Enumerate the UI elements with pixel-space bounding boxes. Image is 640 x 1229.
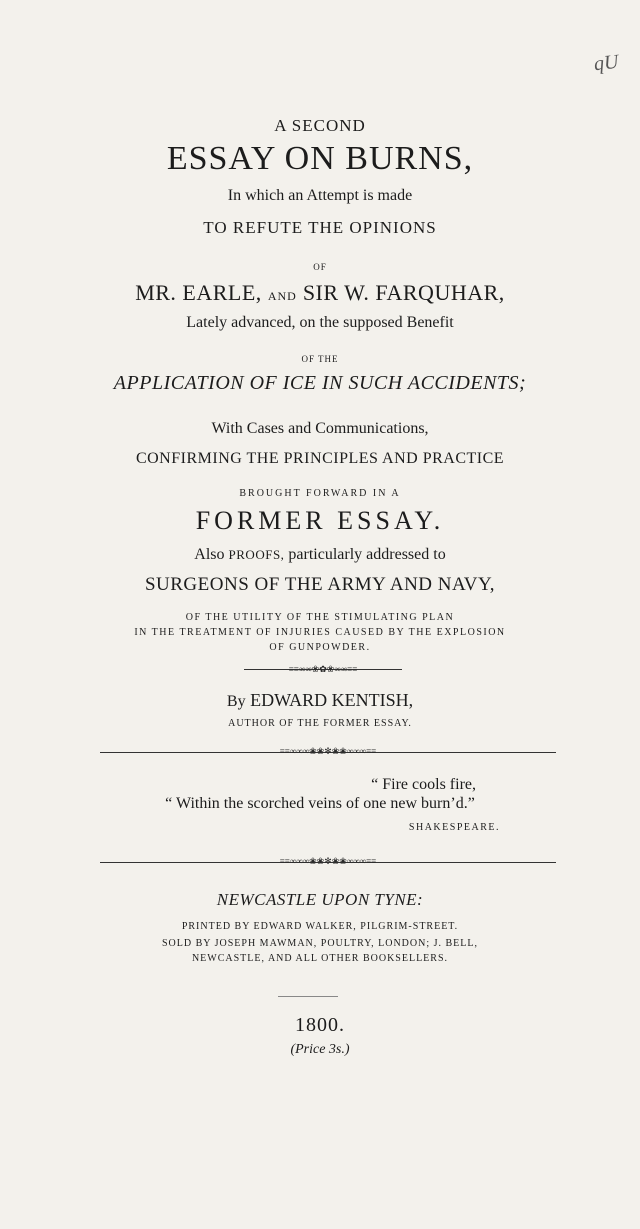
of-the-line: OF THE — [301, 354, 339, 364]
surgeons-line: SURGEONS OF THE ARMY AND NAVY, — [144, 574, 496, 595]
publication-year: 1800. — [295, 1014, 345, 1036]
edition-line: A SECOND — [274, 116, 366, 135]
imprint-place: NEWCASTLE UPON TYNE: — [216, 890, 424, 909]
author-line — [0, 690, 640, 711]
proofs-line — [0, 546, 640, 564]
main-title: ESSAY ON BURNS, — [166, 140, 474, 177]
utility-line-1: OF THE UTILITY OF THE STIMULATING PLAN — [185, 612, 455, 623]
imprint-sold-line-1: SOLD BY JOSEPH MAWMAN, POULTRY, LONDON; J. BELL, — [161, 938, 479, 949]
quote-line-1: “ Fire cools fire, — [371, 776, 476, 793]
short-rule — [278, 996, 338, 997]
utility-line-2: IN THE TREATMENT OF INJURIES CAUSED BY THE EXPLOSION — [134, 627, 506, 638]
by-word: By — [226, 693, 246, 710]
author-name: EDWARD KENTISH, — [250, 690, 414, 710]
brought-line: BROUGHT FORWARD IN A — [239, 488, 401, 499]
ornament-divider-3: ≡≡∞∞∞❀❀✻❀❀∞∞∞≡≡ — [279, 856, 377, 866]
former-essay-line: FORMER ESSAY. — [195, 506, 445, 535]
subtitle-intro: In which an Attempt is made — [227, 187, 413, 204]
quote-line-2: “ Within the scorched veins of one new burn’d.” — [165, 795, 475, 812]
confirming-line: CONFIRMING THE PRINCIPLES AND PRACTICE — [135, 450, 505, 467]
quote-attribution: SHAKESPEARE. — [408, 822, 500, 833]
proofs-word: PROOFS, — [228, 547, 285, 562]
opponents-line — [0, 280, 640, 306]
author-of-line: AUTHOR OF THE FORMER ESSAY. — [228, 718, 412, 729]
ornament-divider-1: ≡≡∞∞❀✿❀∞∞≡≡ — [288, 664, 358, 674]
refute-line: TO REFUTE THE OPINIONS — [203, 218, 437, 237]
ornament-divider-2: ≡≡∞∞∞❀❀✻❀❀∞∞∞≡≡ — [279, 746, 377, 756]
imprint-sold-line-2: NEWCASTLE, AND ALL OTHER BOOKSELLERS. — [191, 953, 449, 964]
of-line: OF — [313, 262, 327, 272]
opponent-farquhar: SIR W. FARQUHAR, — [302, 280, 505, 305]
price-line: (Price 3s.) — [290, 1042, 350, 1057]
particularly-words: particularly addressed to — [288, 546, 446, 563]
and-word: AND — [267, 289, 297, 303]
handwritten-shelfmark: qU — [592, 50, 620, 76]
opponent-earle: MR. EARLE, — [135, 280, 262, 305]
utility-line-3: OF GUNPOWDER. — [269, 642, 371, 653]
also-word: Also — [194, 546, 225, 563]
lately-line: Lately advanced, on the supposed Benefit — [186, 314, 454, 331]
imprint-printer: PRINTED BY EDWARD WALKER, PILGRIM-STREET. — [181, 921, 459, 932]
application-line: APPLICATION OF ICE IN SUCH ACCIDENTS; — [113, 372, 527, 394]
cases-line: With Cases and Communications, — [211, 420, 429, 437]
